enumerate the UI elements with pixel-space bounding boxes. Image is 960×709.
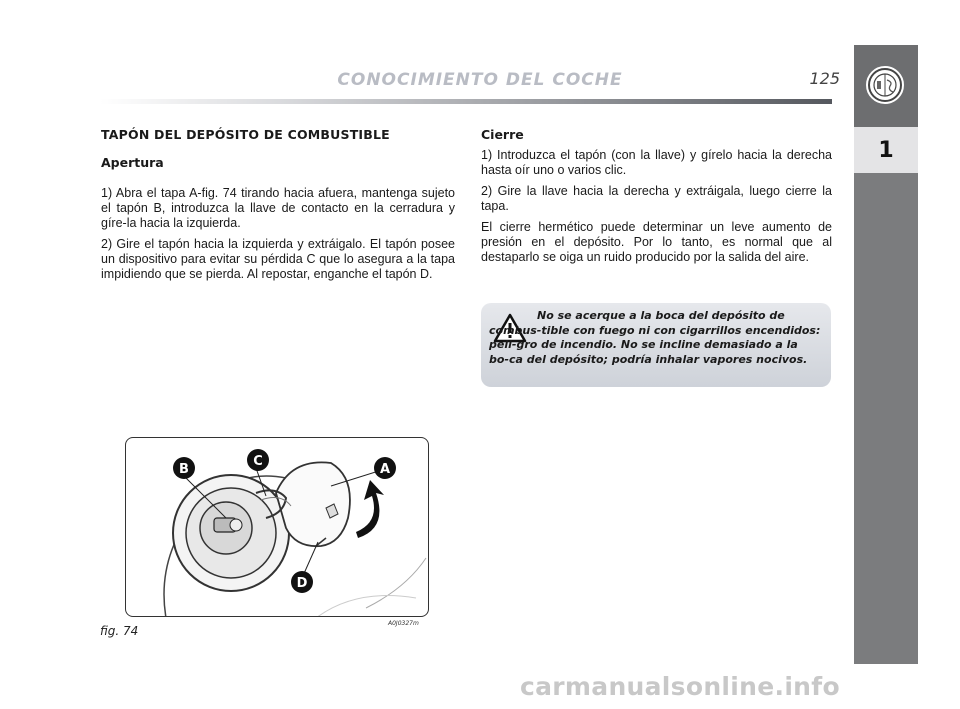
warning-text [489, 309, 821, 367]
figure-caption: fig. 74 [100, 624, 139, 638]
paragraph: El cierre hermético puede determinar un leve aumento de presión en el depósito. Por lo tanto, es normal que al destaparlo se oiga un ruido producido por la salida del aire. [481, 220, 832, 264]
page-number: 125 [809, 69, 840, 88]
label-c: C [253, 454, 263, 469]
label-a: A [379, 462, 391, 477]
paragraph: 2) Gire el tapón hacia la izquierda y extráigalo. El tapón posee un dispositivo para evitar su pérdida C que lo asegura a la tapa impidiendo que se pierda. Al repostar, enganche el tapón D. [101, 237, 455, 281]
label-a-callout [374, 457, 396, 479]
section-title: CONOCIMIENTO DEL COCHE [337, 70, 623, 90]
chapter-indicator[interactable] [854, 127, 918, 173]
section-heading: TAPÓN DEL DEPÓSITO DE COMBUSTIBLE [101, 127, 390, 142]
label-b: B [179, 462, 189, 477]
label-d-callout [291, 571, 313, 593]
subheading-cierre: Cierre [481, 127, 524, 142]
warning-text-content: No se acerque a la boca del depósito de combus-tible con fuego ni con cigarrillos encendidos: peli-gro de incendio. No se incline demasiado a la bo-ca del depósito; podría inhalar vapores nocivos. [489, 309, 821, 366]
label-d: D [296, 576, 308, 591]
right-column [481, 127, 832, 271]
label-b-callout [173, 457, 195, 479]
header-divider [100, 99, 832, 104]
chapter-number: 1 [878, 137, 894, 163]
paragraph: 1) Introduzca el tapón (con la llave) y gírelo hacia la derecha hasta oír uno o varios clic. [481, 148, 832, 177]
figure-code: A0J0327m [388, 620, 419, 627]
left-column [101, 127, 455, 288]
warning-box [481, 303, 831, 387]
fuel-cap-illustration [125, 437, 429, 617]
subheading-apertura: Apertura [101, 155, 164, 170]
paragraph: 1) Abra el tapa A-fig. 74 tirando hacia afuera, mantenga sujeto el tapón B, introduzca la llave de contacto en la cerradura y gíre-la hacia la izquierda. [101, 186, 455, 230]
paragraph: 2) Gire la llave hacia la derecha y extráigala, luego cierre la tapa. [481, 184, 832, 213]
label-c-callout [247, 449, 269, 471]
watermark: carmanualsonline.info [520, 672, 840, 701]
alfa-romeo-badge-icon [866, 66, 904, 104]
